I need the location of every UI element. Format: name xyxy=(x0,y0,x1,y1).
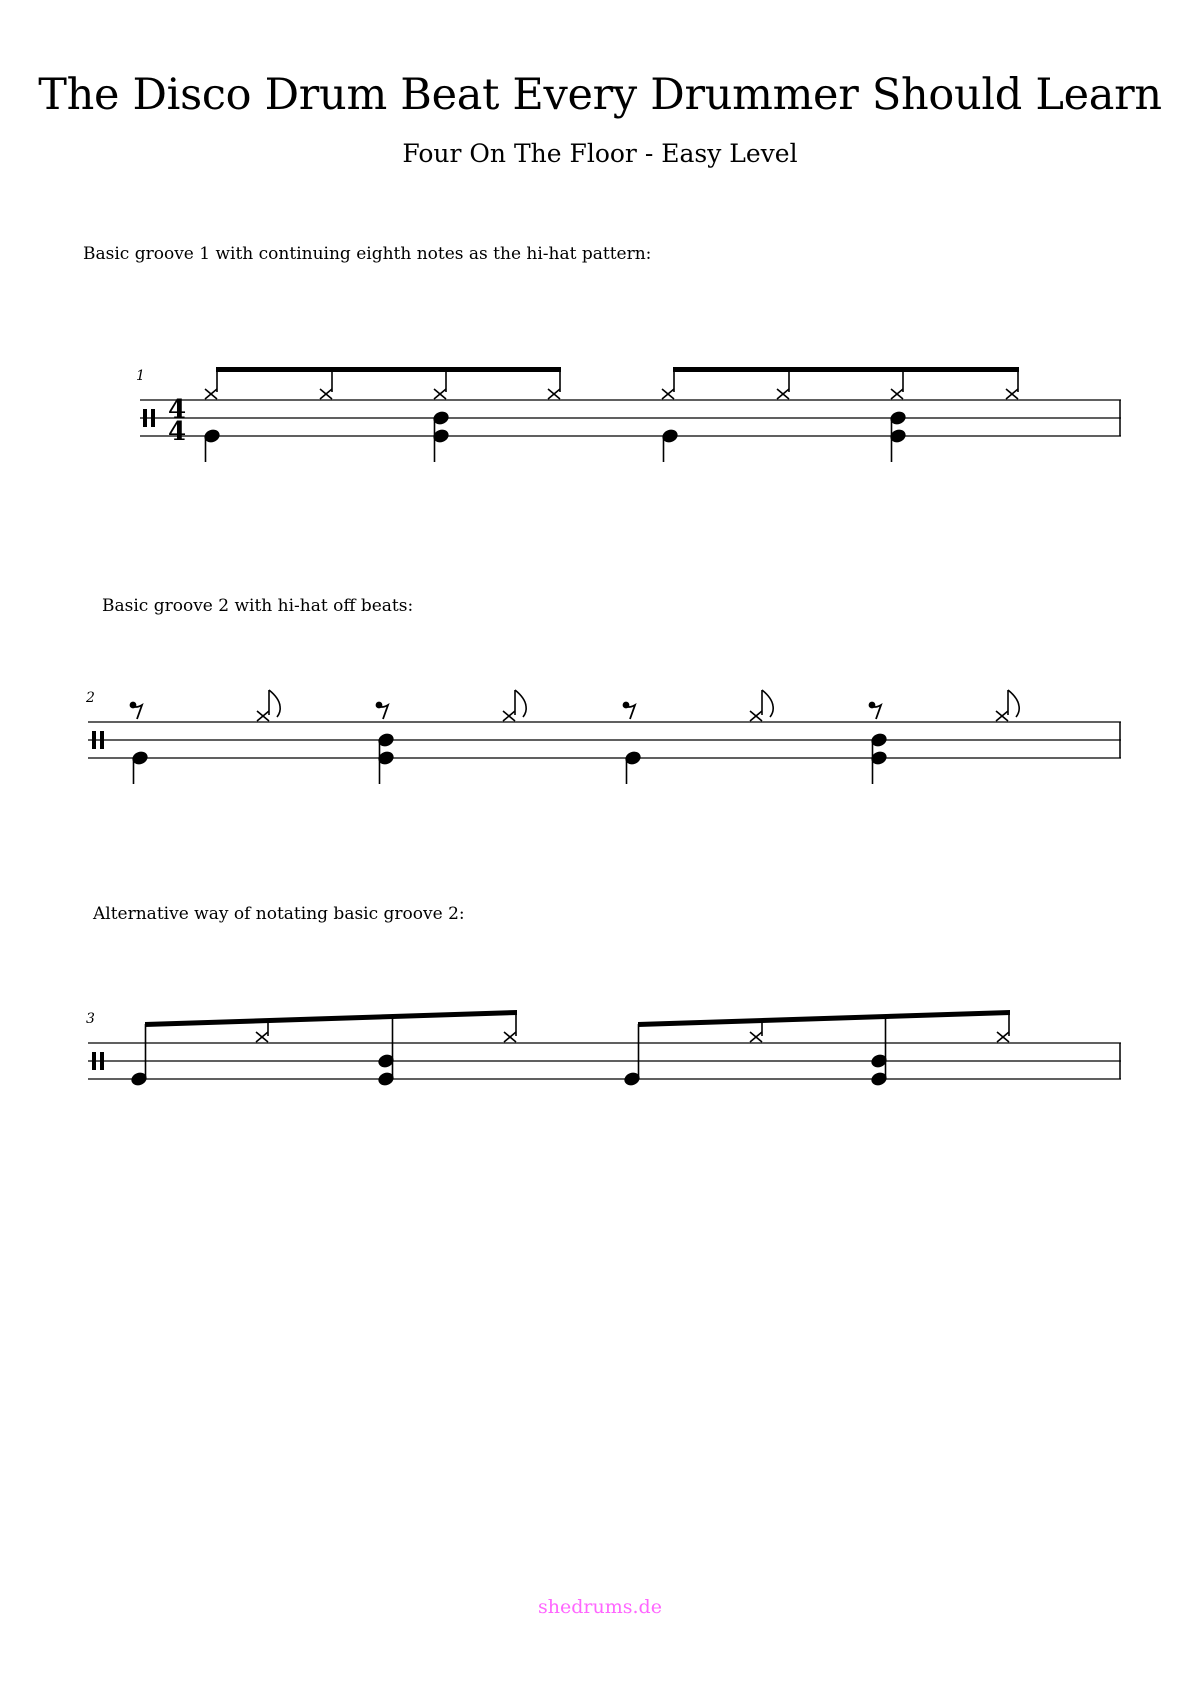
measure-number-2: 2 xyxy=(86,690,95,706)
hihat-eighths xyxy=(205,370,1018,399)
time-signature xyxy=(168,395,186,447)
staff-lines xyxy=(140,400,1121,436)
beam xyxy=(673,367,1019,372)
staff-lines xyxy=(88,722,1121,758)
svg-text:4: 4 xyxy=(168,417,187,447)
groove-2-caption: Basic groove 2 with hi-hat off beats: xyxy=(102,596,414,616)
hihat-offbeats xyxy=(257,690,1019,721)
measure-number-3: 3 xyxy=(86,1011,95,1027)
groove-1-caption: Basic groove 1 with continuing eighth notes as the hi-hat pattern: xyxy=(83,244,652,264)
footer-site-link[interactable]: shedrums.de xyxy=(538,1596,662,1618)
groove-2-staff xyxy=(85,690,1121,784)
beam xyxy=(638,1010,1010,1027)
staff-lines xyxy=(88,1043,1121,1079)
svg-text:4: 4 xyxy=(168,395,187,425)
page-title: The Disco Drum Beat Every Drummer Should Learn xyxy=(38,70,1162,120)
beam xyxy=(145,1010,517,1027)
groove-3-staff xyxy=(86,1010,1121,1086)
groove-1-staff xyxy=(136,367,1121,462)
measure-number-1: 1 xyxy=(136,368,145,384)
eighth-rests xyxy=(131,703,882,720)
groove-3-caption: Alternative way of notating basic groove 2: xyxy=(93,904,465,924)
page-subtitle: Four On The Floor - Easy Level xyxy=(402,139,798,168)
beam xyxy=(216,367,561,372)
